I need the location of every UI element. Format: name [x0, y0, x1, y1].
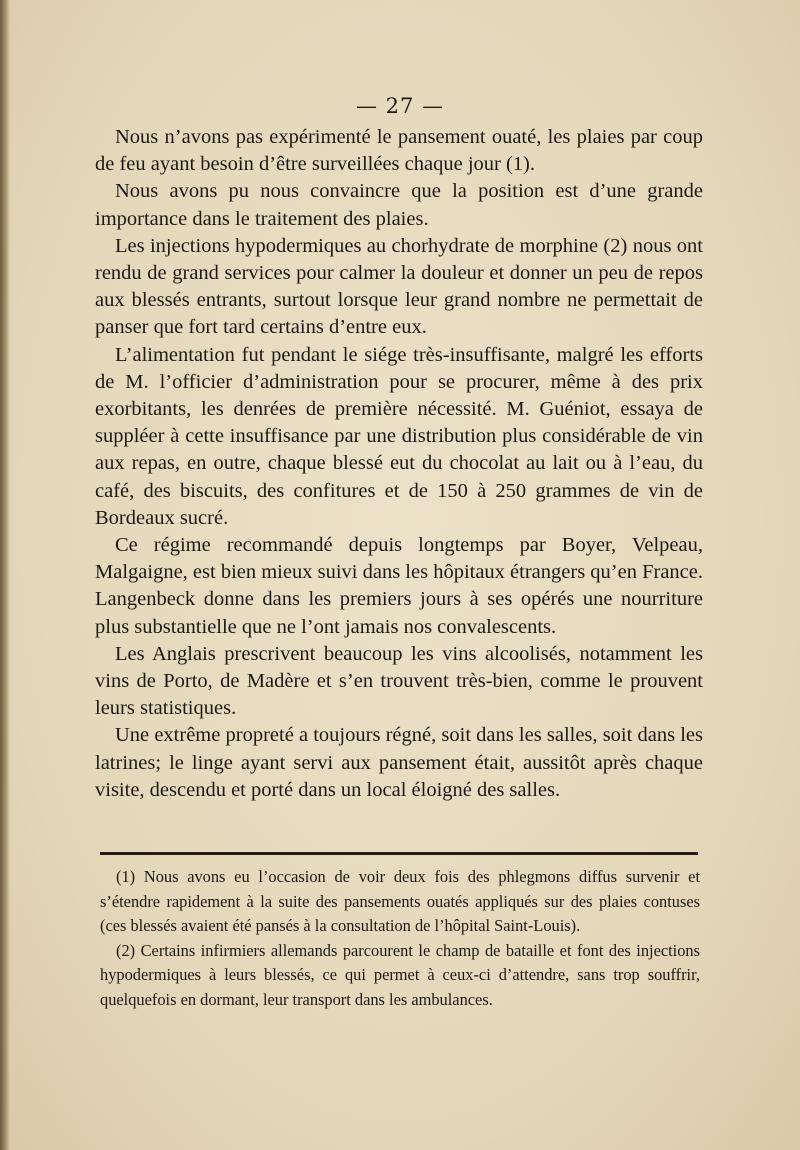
paragraph: Les Anglais prescrivent beaucoup les vins alcoolisés, notamment les vins de Porto, de Madère et s’en trouvent très-bien, comme le prouvent leurs statistiques. — [95, 642, 703, 720]
paragraph: Nous n’avons pas expérimenté le pansement ouaté, les plaies par coup de feu ayant besoin d’être surveillées chaque jour (1). — [95, 126, 703, 176]
main-text — [95, 124, 703, 804]
paragraph: L’alimentation fut pendant le siége très-insuffisante, malgré les efforts de M. l’officier d’administration pour se procurer, même à des prix exorbitants, les denrées de première nécessité. M. Guéniot, essaya de suppléer à cette insuffisance par une distribution plus considérable de vin aux repas, en outre, chaque blessé eut du chocolat au lait ou à l’eau, du café, des biscuits, des confitures et de 150 à 250 grammes de vin de Bordeaux sucré. — [95, 343, 703, 529]
paragraph: Les injections hypodermiques au chorhydrate de morphine (2) nous ont rendu de grand services pour calmer la douleur et donner un peu de repos aux blessés entrants, surtout lorsque leur grand nombre ne permettait de panser que fort tard certains d’entre eux. — [95, 234, 703, 339]
paragraph: Ce régime recommandé depuis longtemps par Boyer, Velpeau, Malgaigne, est bien mieux suivi dans les hôpitaux étrangers qu’en France. Langenbeck donne dans les premiers jours à ses opérés une nourriture plus substantielle que ne l’ont jamais nos convalescents. — [95, 534, 704, 638]
footnote: (1) Nous avons eu l’occasion de voir deux fois des phlegmons diffus survenir et s’étendre rapidement à la suite des pansements ouatés appliqués sur des plaies contuses (ces blessés avaient été pansés à la consultation de l’hôpital Saint-Louis). — [100, 867, 700, 936]
footnote-divider — [100, 852, 698, 855]
footnotes — [100, 865, 700, 1013]
footnote: (2) Certains infirmiers allemands parcourent le champ de bataille et font des injections hypodermiques à leurs blessés, ce qui permet à ceux-ci d’attendre, sans trop souffrir, quelquefois en dormant, leur transport dans les ambulances. — [100, 940, 700, 1009]
page-number: — 27 — — [355, 94, 445, 118]
paragraph: Une extrême propreté a toujours régné, soit dans les salles, soit dans les latrines; le linge ayant servi aux pansement était, aussitôt après chaque visite, descendu et porté dans un local éloigné des salles. — [95, 724, 703, 801]
book-spine — [0, 0, 10, 1150]
paragraph: Nous avons pu nous convaincre que la position est d’une grande importance dans le traitement des plaies. — [95, 180, 703, 230]
